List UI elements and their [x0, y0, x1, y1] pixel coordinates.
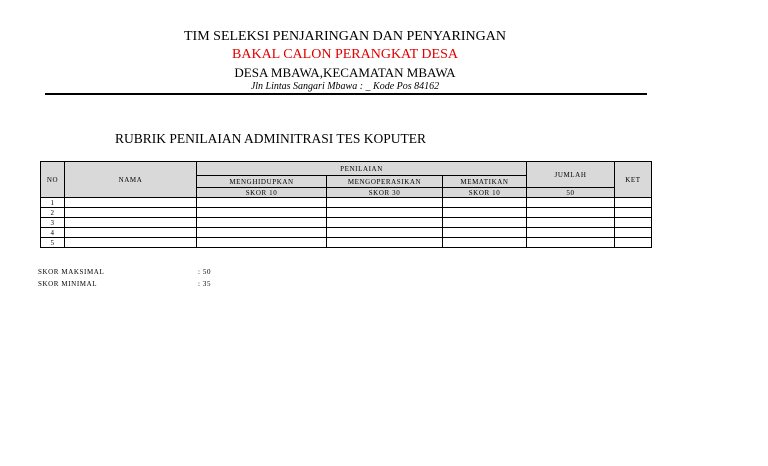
col-no-header: NO: [41, 162, 65, 198]
address-line: Jln Lintas Sangari Mbawa : _ Kode Pos 84162: [250, 81, 440, 92]
table-row: [41, 218, 652, 228]
skor-mematikan: SKOR 10: [443, 188, 527, 198]
col-menghidupkan-header: MENGHIDUPKAN: [197, 176, 327, 188]
score-cell: [197, 218, 327, 228]
row-number: 3: [41, 218, 65, 228]
max-score-note: [38, 268, 212, 276]
score-cell: [197, 228, 327, 238]
nama-cell: [65, 218, 197, 228]
row-number: 2: [41, 208, 65, 218]
min-score-label: SKOR MINIMAL: [38, 280, 98, 288]
skor-jumlah: 50: [527, 188, 615, 198]
ket-cell: [615, 208, 652, 218]
jumlah-cell: [527, 238, 615, 248]
score-cell: [327, 208, 443, 218]
table-row: [41, 238, 652, 248]
col-nama-header: NAMA: [65, 162, 197, 198]
jumlah-cell: [527, 228, 615, 238]
min-score-value: : 35: [198, 280, 212, 288]
score-cell: [197, 238, 327, 248]
max-score-value: : 50: [198, 268, 212, 276]
nama-cell: [65, 238, 197, 248]
score-cell: [197, 208, 327, 218]
committee-title: TIM SELEKSI PENJARINGAN DAN PENYARINGAN: [184, 29, 506, 44]
ket-cell: [615, 238, 652, 248]
score-cell: [327, 198, 443, 208]
col-mengoperasikan-header: MENGOPERASIKAN: [327, 176, 443, 188]
jumlah-cell: [527, 218, 615, 228]
score-cell: [327, 218, 443, 228]
score-cell: [327, 238, 443, 248]
village-name: DESA MBAWA,KECAMATAN MBAWA: [234, 65, 456, 80]
row-number: 5: [41, 238, 65, 248]
jumlah-cell: [527, 198, 615, 208]
candidate-title: BAKAL CALON PERANGKAT DESA: [232, 47, 458, 62]
table-row: [41, 208, 652, 218]
skor-menghidupkan: SKOR 10: [197, 188, 327, 198]
score-cell: [443, 228, 527, 238]
score-cell: [443, 198, 527, 208]
penilaian-group-header: PENILAIAN: [197, 162, 527, 176]
col-mematikan-header: MEMATIKAN: [443, 176, 527, 188]
skor-mengoperasikan: SKOR 30: [327, 188, 443, 198]
document-title: RUBRIK PENILAIAN ADMINITRASI TES KOPUTER: [115, 131, 427, 146]
score-cell: [443, 238, 527, 248]
table-row: [41, 228, 652, 238]
nama-cell: [65, 228, 197, 238]
nama-cell: [65, 198, 197, 208]
row-number: 4: [41, 228, 65, 238]
score-cell: [443, 218, 527, 228]
ket-cell: [615, 218, 652, 228]
score-cell: [443, 208, 527, 218]
min-score-note: [38, 280, 212, 288]
col-ket-header: KET: [615, 162, 652, 198]
table-row: [41, 198, 652, 208]
row-number: 1: [41, 198, 65, 208]
header-divider: [45, 93, 647, 95]
ket-cell: [615, 198, 652, 208]
ket-cell: [615, 228, 652, 238]
score-cell: [327, 228, 443, 238]
assessment-table: [40, 161, 652, 248]
score-cell: [197, 198, 327, 208]
max-score-label: SKOR MAKSIMAL: [38, 268, 105, 276]
jumlah-cell: [527, 208, 615, 218]
nama-cell: [65, 208, 197, 218]
col-jumlah-header: JUMLAH: [527, 162, 615, 188]
